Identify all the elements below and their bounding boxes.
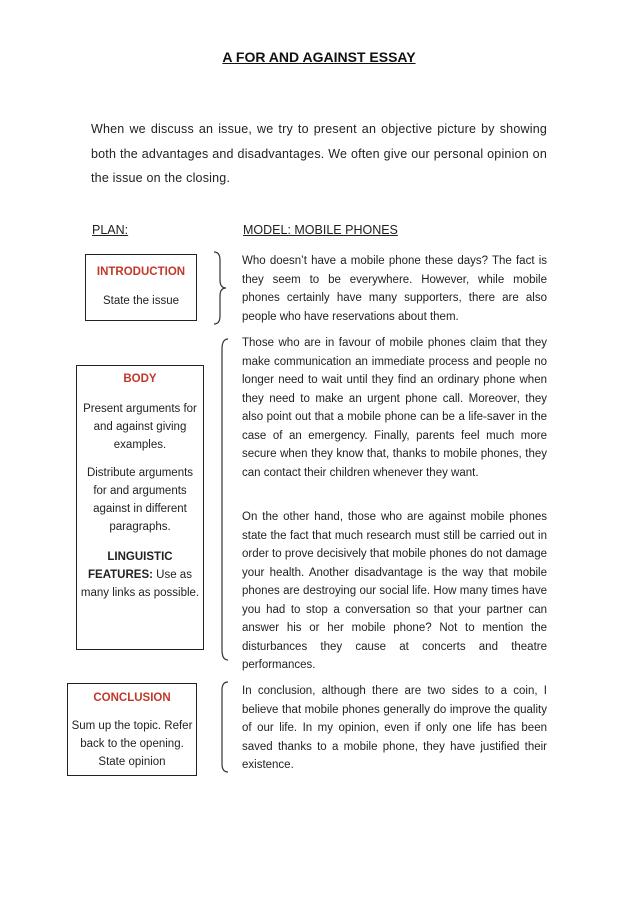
model-paragraph-conclusion: In conclusion, although there are two sides to a coin, I believe that mobile phones generally do improve the quality of our life. In my opinion, even if only one life has been saved thanks to a mobile phone, they have justified their existence. [242,685,547,771]
model-paragraph-introduction: Who doesn’t have a mobile phone these days? The fact is they seem to be everywhere. However, while mobile phones certainly have many supporters, there are also people who have reservations about them. [242,255,547,323]
conclusion-heading: CONCLUSION [93,692,171,704]
introduction-heading: INTRODUCTION [96,266,186,278]
brace-conclusion [218,680,232,776]
plan-introduction-box [85,254,197,321]
plan-conclusion-box [67,683,197,776]
linguistic-heading: LINGUISTIC FEATURES: [88,551,173,581]
page-title: A FOR AND AGAINST ESSAY [222,49,416,65]
introduction-text: State the issue [102,295,180,307]
model-paragraph-for: Those who are in favour of mobile phones claim that they make communication an immediate process and people no longer need to wait until they find an ordinary phone when they need to make an urgent phone call. Moreover, they also point out that a mobile phone can be a life-saver in the case of an emergency. Finally, parents feel much more secure when they know that, thanks to mobile phones, they can contact their children whenever they want. [242,337,547,479]
body-text-1: Present arguments for and against giving examples. [83,403,197,451]
brace-introduction [210,250,228,326]
brace-body [218,337,232,663]
model-paragraph-against: On the other hand, those who are against mobile phones state the fact that much research must still be carried out in order to prove decisively that mobile phones do not damage your health. Another disadvantage is the way that mobile phones are destroying our social life. How many times have you had to stop a conversation so that your partner can answer his or her mobile phone? Not to mention the disturbances they cause at concerts and theatre performances. [242,511,547,671]
linguistic-text: Use as many links as possible. [80,569,200,599]
linguistic-features [79,548,201,602]
conclusion-text: Sum up the topic. Refer back to the opening. State opinion [71,720,193,768]
body-heading: BODY [123,373,157,385]
body-text-2: Distribute arguments for and arguments against in different paragraphs. [86,467,194,533]
model-label: MODEL: MOBILE PHONES [243,223,398,237]
plan-label: PLAN: [92,223,129,237]
plan-body-box [76,365,204,650]
intro-paragraph: When we discuss an issue, we try to present an objective picture by showing both the advantages and disadvantages. We often give our personal opinion on the issue on the closing. [91,122,547,185]
